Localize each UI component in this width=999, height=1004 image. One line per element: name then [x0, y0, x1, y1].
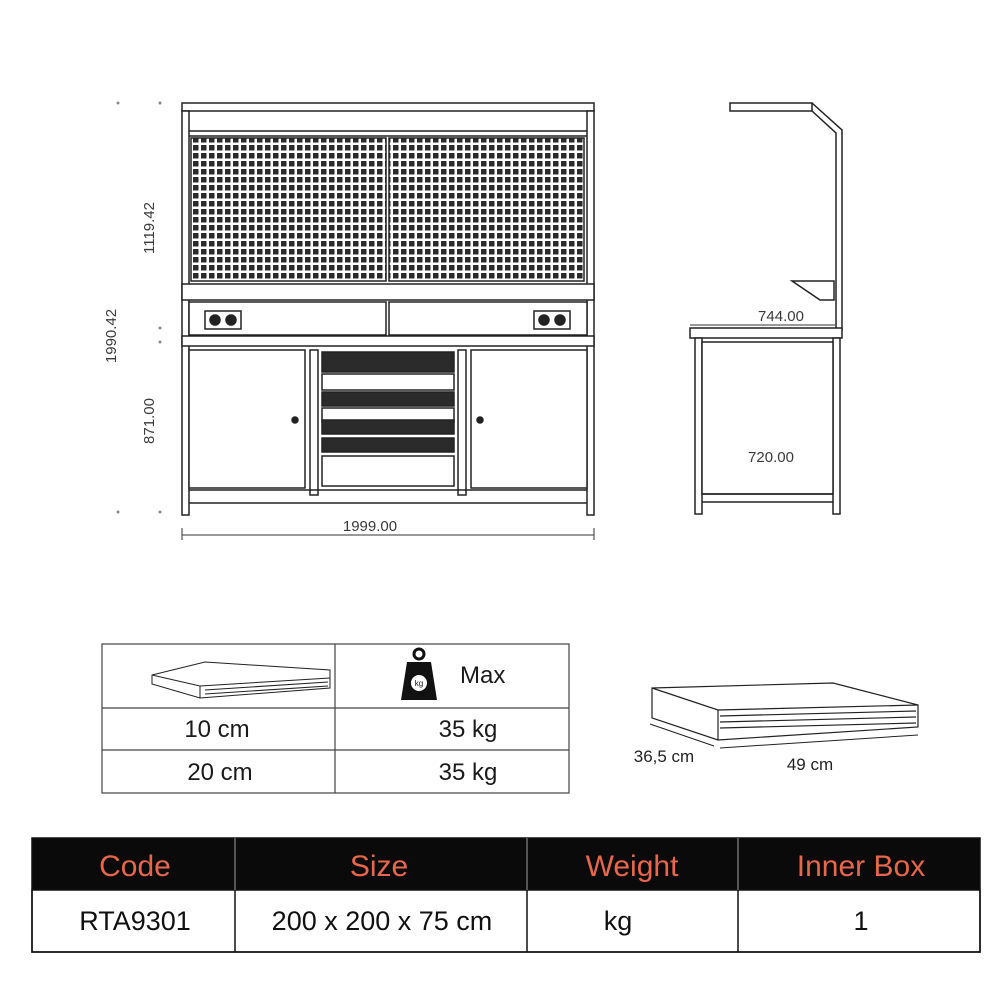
load-table — [102, 644, 569, 793]
pegboard-panels — [191, 138, 584, 281]
spec-size-value: 200 x 200 x 75 cm — [271, 906, 493, 936]
spec-table — [32, 838, 980, 952]
drawer-width-label: 49 cm — [786, 755, 834, 774]
dim-depth-top: 744.00 — [758, 308, 804, 325]
power-socket-right-icon — [534, 311, 570, 329]
spec-header-code: Code — [99, 850, 171, 883]
spec-weight-value: kg — [603, 906, 633, 936]
load-max-label: Max — [460, 662, 506, 689]
spec-inner-box-value: 1 — [853, 906, 869, 936]
spec-header-weight: Weight — [585, 850, 679, 883]
spec-header-size: Size — [349, 850, 409, 883]
load-row-2-drawer: 20 cm — [187, 759, 253, 786]
door-knob-right — [477, 417, 483, 423]
dim-ticks — [117, 102, 162, 514]
drawer-stack — [322, 352, 454, 486]
spec-header-inner-box: Inner Box — [796, 850, 926, 883]
load-row-2-max: 35 kg — [438, 759, 498, 786]
door-knob-left — [292, 417, 298, 423]
power-socket-left-icon — [205, 311, 241, 329]
dim-height-lower: 871.00 — [141, 398, 158, 444]
dim-height-side: 720.00 — [748, 449, 794, 466]
dim-height-upper: 1119.42 — [141, 202, 158, 254]
front-view — [182, 103, 594, 540]
dim-width-total: 1999.00 — [342, 518, 398, 535]
spec-code-value: RTA9301 — [79, 906, 191, 936]
drawer-illustration — [650, 683, 918, 748]
load-row-1-drawer: 10 cm — [184, 716, 250, 743]
dim-height-total: 1990.42 — [103, 308, 120, 364]
weight-icon-label: kg — [414, 679, 424, 688]
load-row-1-max: 35 kg — [438, 716, 498, 743]
drawer-depth-label: 36,5 cm — [633, 747, 695, 766]
